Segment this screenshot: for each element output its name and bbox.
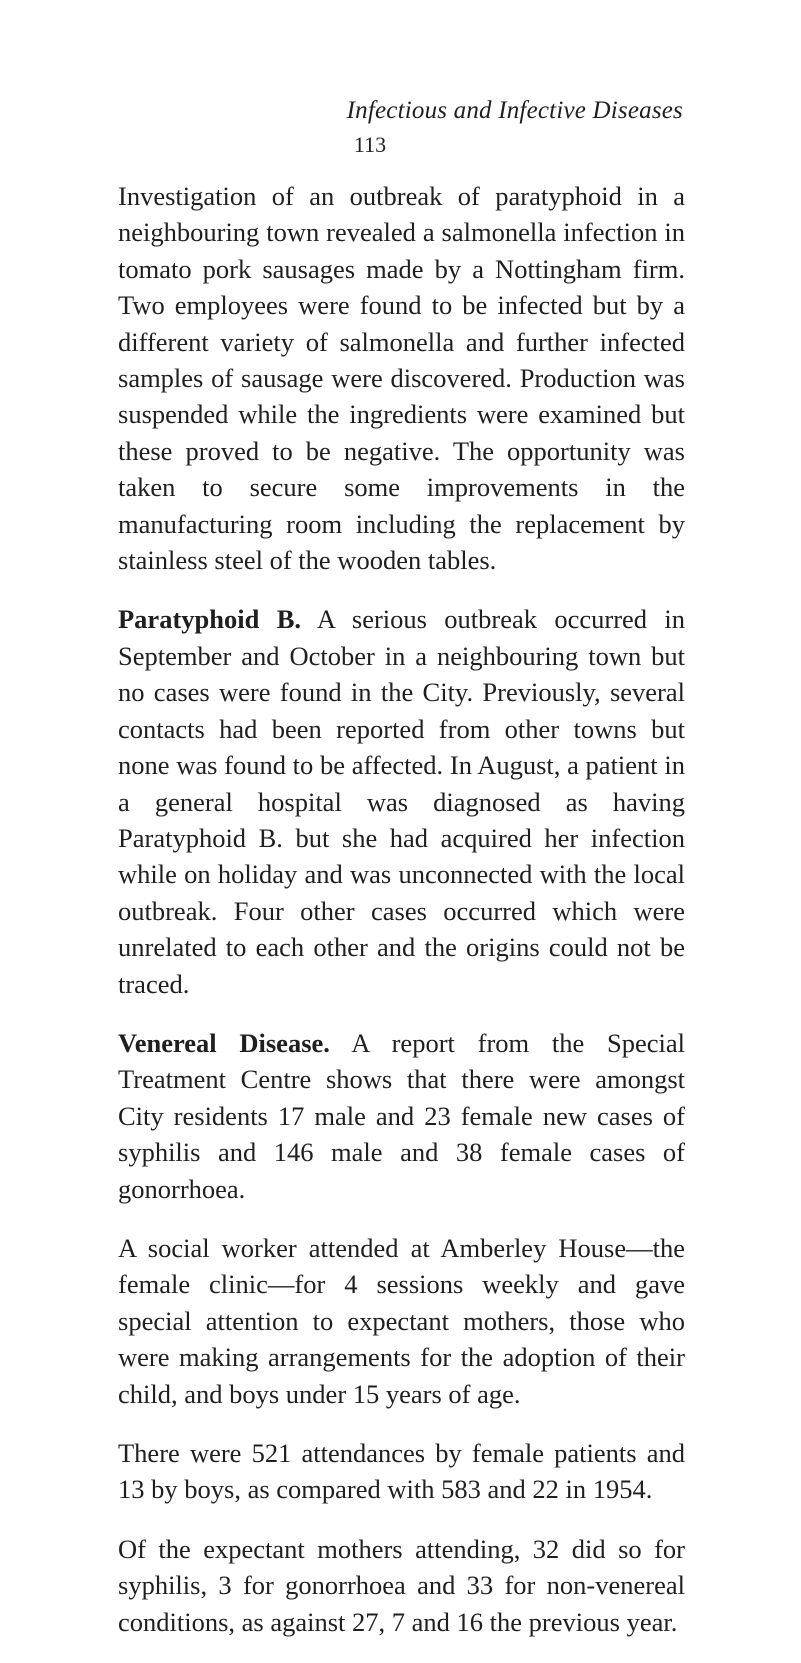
paragraph-text: There were 521 attendances by female patients and 13 by boys, as compared with 583 and 22 in 1954. [118,1438,685,1505]
paragraph-venereal-disease [118,1025,685,1207]
body-text [118,178,685,1663]
running-title: Infectious and Infective Diseases [346,97,683,124]
page-number: 113 [353,132,387,157]
paragraph-text: A report from the Special Treatment Centre shows that there were amongst City residents 17 male and 23 female new cases of syphilis and 146 male and 38 female cases of gonorrhoea. [118,1027,686,1204]
paragraph-expectant-mothers [118,1531,685,1640]
paragraph-paratyphoid-b [118,601,685,1001]
paragraph-text: A social worker attended at Amberley House—the female clinic—for 4 sessions weekly and gave special attention to expectant mothers, those who were making arrangements for the adoption of their child, and boys under 15 years of age. [118,1232,685,1409]
paragraph-text: Investigation of an outbreak of paratyphoid in a neighbouring town revealed a salmonella infection in tomato pork sausages made by a Nottingham firm. Two employees were found to be infected but by a different variety of salmonella and further infected samples of sausage were discovered. Production was suspended while the ingredients were examined but these proved to be negative. The opportunity was taken to secure some improvements in the manufacturing room including the replacement by stainless steel of the wooden tables. [118,181,685,576]
paragraph-text: Of the expectant mothers attending, 32 did so for syphilis, 3 for gonorrhoea and 33 for non-venereal conditions, as against 27, 7 and 16 the previous year. [118,1533,685,1637]
section-heading-venereal-disease: Venereal Disease. [118,1027,330,1058]
section-heading-paratyphoid-b: Paratyphoid B. [118,604,301,635]
paragraph-attendances [118,1435,685,1508]
paragraph-sausage-outbreak [118,178,685,578]
paragraph-social-worker [118,1230,685,1412]
paragraph-text: A serious outbreak occurred in September and October in a neighbouring town but no cases were found in the City. Previously, several contacts had been reported from other towns but none was found to be affected. In August, a patient in a general hospital was diagnosed as having Paratyphoid B. but she had acquired her infection while on holiday and was unconnected with the local outbreak. Four other cases occurred which were unrelated to each other and the origins could not be traced. [118,604,686,999]
